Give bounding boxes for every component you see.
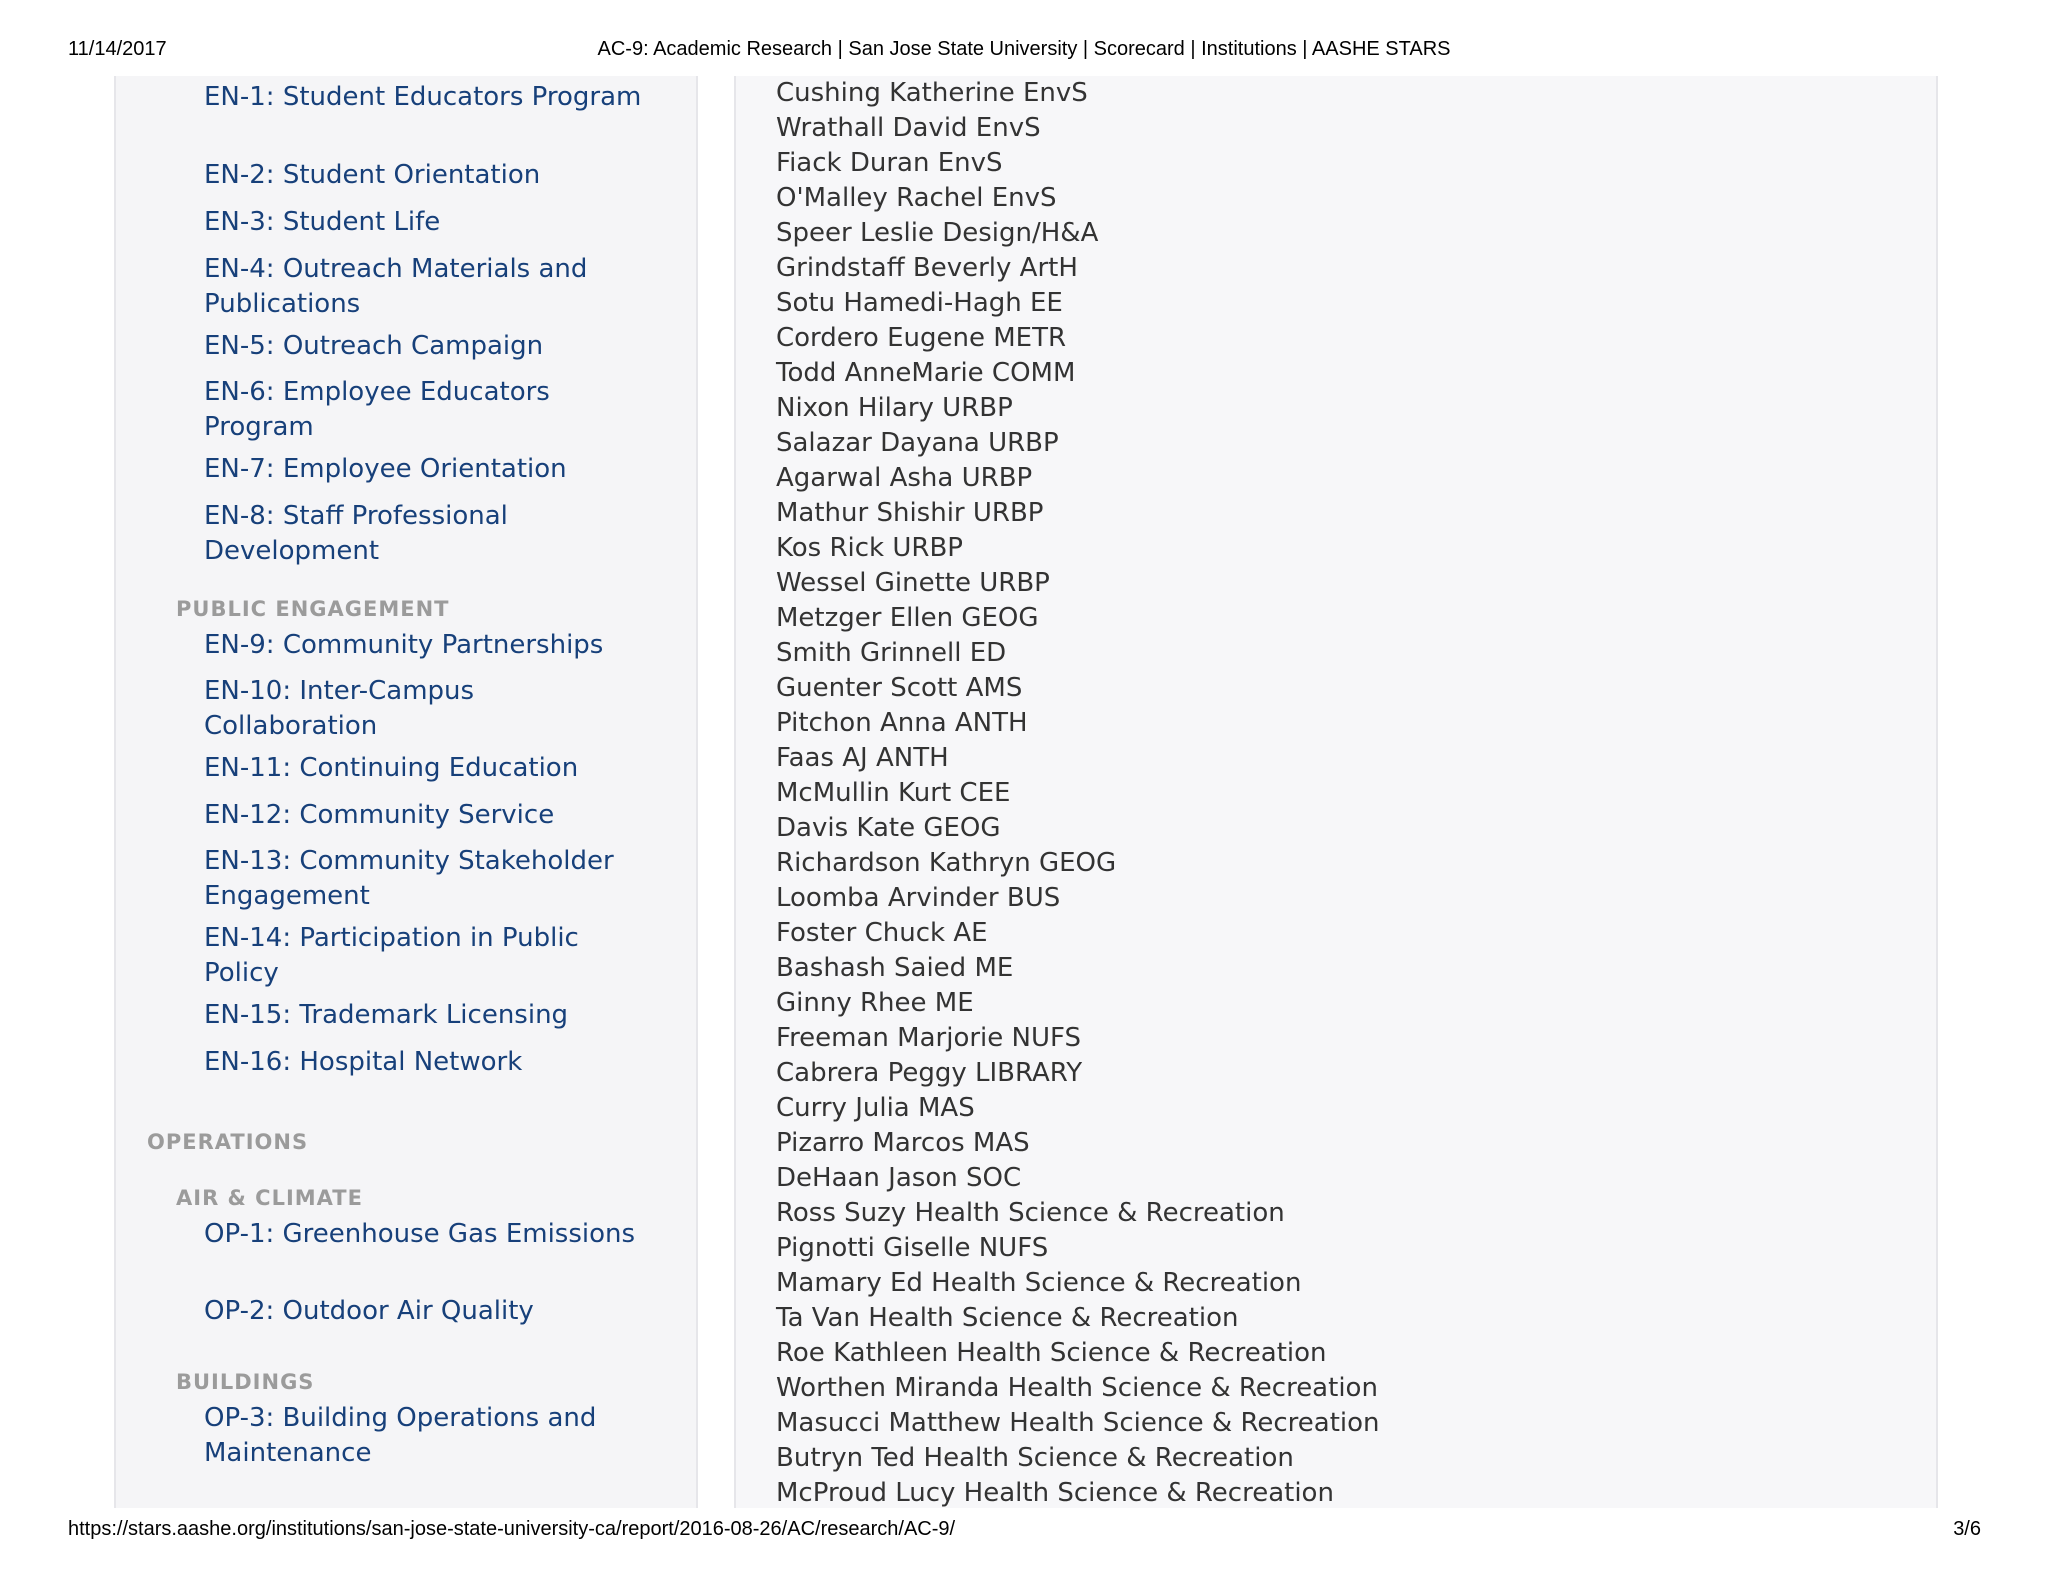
- list-item: Foster Chuck AE: [776, 918, 988, 948]
- list-item: Sotu Hamedi-Hagh EE: [776, 288, 1063, 318]
- sidebar-item-en-11[interactable]: EN-11: Continuing Education: [204, 753, 579, 783]
- list-item: Mamary Ed Health Science & Recreation: [776, 1268, 1302, 1298]
- researcher-list: [776, 76, 1380, 1511]
- sidebar-item-en-3[interactable]: EN-3: Student Life: [204, 207, 441, 237]
- list-item: Worthen Miranda Health Science & Recreation: [776, 1373, 1378, 1403]
- print-footer-url: https://stars.aashe.org/institutions/san-jose-state-university-ca/report/2016-08-26/AC/research/AC-9/: [68, 1518, 956, 1540]
- sidebar-subsection-buildings: BUILDINGS: [176, 1370, 315, 1394]
- print-date: 11/14/2017: [68, 38, 167, 60]
- list-item: Speer Leslie Design/H&A: [776, 218, 1099, 248]
- list-item: Grindstaff Beverly ArtH: [776, 253, 1078, 283]
- sidebar-item-en-9[interactable]: EN-9: Community Partnerships: [204, 630, 604, 660]
- list-item: Wrathall David EnvS: [776, 113, 1041, 143]
- list-item: Richardson Kathryn GEOG: [776, 848, 1117, 878]
- list-item: McMullin Kurt CEE: [776, 778, 1011, 808]
- list-item: Davis Kate GEOG: [776, 813, 1001, 843]
- list-item: McProud Lucy Health Science & Recreation: [776, 1478, 1334, 1508]
- print-page-title: AC-9: Academic Research | San Jose State University | Scorecard | Institutions | AASHE STARS: [597, 38, 1451, 60]
- sidebar-item-op-1[interactable]: OP-1: Greenhouse Gas Emissions: [204, 1219, 636, 1249]
- list-item: Masucci Matthew Health Science & Recreation: [776, 1408, 1380, 1438]
- sidebar-subsection-air-climate: AIR & CLIMATE: [176, 1186, 363, 1210]
- list-item: Salazar Dayana URBP: [776, 428, 1059, 458]
- list-item: Agarwal Asha URBP: [776, 463, 1033, 493]
- list-item: Ta Van Health Science & Recreation: [776, 1303, 1239, 1333]
- sidebar-item-en-2[interactable]: EN-2: Student Orientation: [204, 160, 541, 190]
- sidebar-item-en-6[interactable]: EN-6: Employee Educators Program: [204, 377, 550, 442]
- list-item: Curry Julia MAS: [776, 1093, 975, 1123]
- sidebar-item-en-5[interactable]: EN-5: Outreach Campaign: [204, 331, 544, 361]
- sidebar-item-en-15[interactable]: EN-15: Trademark Licensing: [204, 1000, 569, 1030]
- page-number: 3/6: [1953, 1518, 1981, 1540]
- list-item: Bashash Saied ME: [776, 953, 1014, 983]
- list-item: Nixon Hilary URBP: [776, 393, 1013, 423]
- list-item: Cordero Eugene METR: [776, 323, 1067, 353]
- list-item: Butryn Ted Health Science & Recreation: [776, 1443, 1294, 1473]
- list-item: Loomba Arvinder BUS: [776, 883, 1061, 913]
- list-item: Cabrera Peggy LIBRARY: [776, 1058, 1083, 1088]
- list-item: Faas AJ ANTH: [776, 743, 949, 773]
- list-item: Mathur Shishir URBP: [776, 498, 1044, 528]
- list-item: Roe Kathleen Health Science & Recreation: [776, 1338, 1327, 1368]
- sidebar-item-en-14[interactable]: EN-14: Participation in Public Policy: [204, 923, 579, 988]
- list-item: Wessel Ginette URBP: [776, 568, 1050, 598]
- sidebar-item-op-2[interactable]: OP-2: Outdoor Air Quality: [204, 1296, 534, 1326]
- list-item: Todd AnneMarie COMM: [776, 358, 1076, 388]
- list-item: Ross Suzy Health Science & Recreation: [776, 1198, 1285, 1228]
- list-item: Pignotti Giselle NUFS: [776, 1233, 1049, 1263]
- list-item: Smith Grinnell ED: [776, 638, 1007, 668]
- sidebar-navigation: [114, 76, 698, 1508]
- list-item: Pitchon Anna ANTH: [776, 708, 1028, 738]
- list-item: Cushing Katherine EnvS: [776, 78, 1088, 108]
- main-content: [734, 76, 1938, 1508]
- list-item: Guenter Scott AMS: [776, 673, 1023, 703]
- sidebar-subsection-public-engagement: PUBLIC ENGAGEMENT: [176, 597, 450, 621]
- list-item: Fiack Duran EnvS: [776, 148, 1003, 178]
- list-item: O'Malley Rachel EnvS: [776, 183, 1057, 213]
- sidebar-item-en-16[interactable]: EN-16: Hospital Network: [204, 1047, 523, 1077]
- sidebar-section-operations: OPERATIONS: [147, 1130, 309, 1154]
- sidebar-item-en-10[interactable]: EN-10: Inter-Campus Collaboration: [204, 676, 475, 741]
- list-item: Kos Rick URBP: [776, 533, 963, 563]
- sidebar-item-en-4[interactable]: EN-4: Outreach Materials and Publications: [204, 254, 588, 319]
- sidebar-item-en-1[interactable]: EN-1: Student Educators Program: [204, 82, 642, 112]
- list-item: DeHaan Jason SOC: [776, 1163, 1022, 1193]
- sidebar-item-op-3[interactable]: OP-3: Building Operations and Maintenance: [204, 1403, 597, 1468]
- list-item: Pizarro Marcos MAS: [776, 1128, 1030, 1158]
- sidebar-item-en-13[interactable]: EN-13: Community Stakeholder Engagement: [204, 846, 614, 911]
- list-item: Ginny Rhee ME: [776, 988, 974, 1018]
- sidebar-item-en-7[interactable]: EN-7: Employee Orientation: [204, 454, 567, 484]
- list-item: Metzger Ellen GEOG: [776, 603, 1039, 633]
- list-item: Freeman Marjorie NUFS: [776, 1023, 1082, 1053]
- sidebar-item-en-8[interactable]: EN-8: Staff Professional Development: [204, 501, 508, 566]
- sidebar-item-en-12[interactable]: EN-12: Community Service: [204, 800, 555, 830]
